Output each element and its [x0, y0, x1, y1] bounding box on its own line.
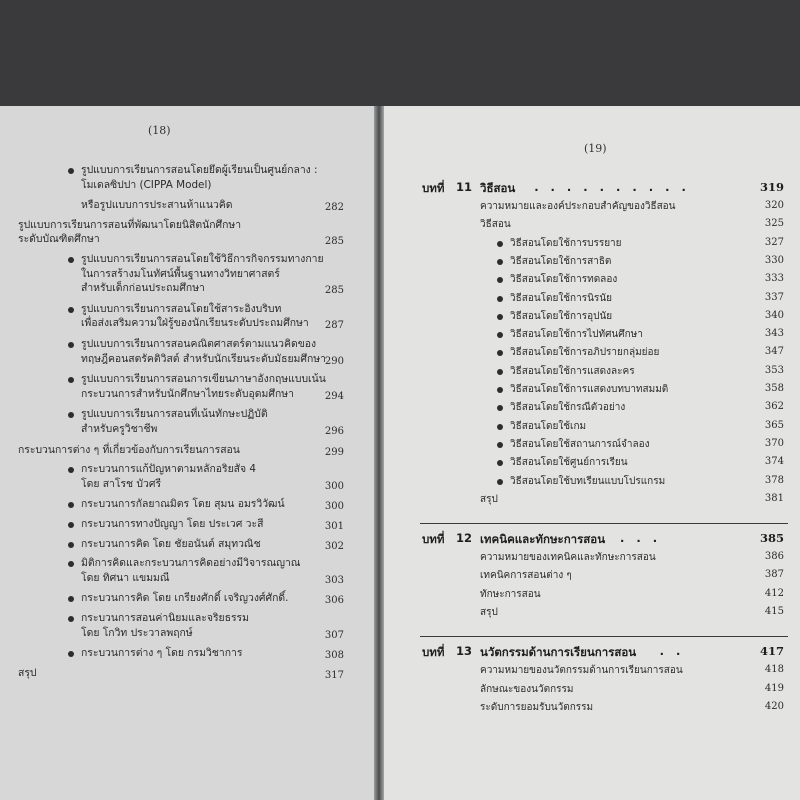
toc-page-number: 299 [324, 446, 344, 458]
toc-page-number: 386 [764, 551, 784, 563]
chapter-title: วิธีสอน [480, 181, 516, 195]
left-page [0, 106, 374, 800]
bullet-icon [68, 561, 74, 567]
toc-page-number: 308 [324, 650, 344, 662]
toc-entry-text: สรุป [480, 607, 498, 618]
toc-entry-text: วิธีสอนโดยใช้การทดลอง [510, 274, 618, 286]
toc-entry-text: วิธีสอนโดยใช้กรณีตัวอย่าง [510, 402, 626, 414]
toc-entry-text: วิธีสอนโดยใช้การอภิปรายกลุ่มย่อย [510, 347, 660, 359]
bullet-icon [68, 377, 74, 383]
toc-entry-text: วิธีสอนโดยใช้เกม [510, 420, 587, 432]
toc-page-number: 419 [764, 682, 784, 694]
toc-entry-text: วิธีสอนโดยใช้บทเรียนแบบโปรแกรม [510, 475, 666, 487]
toc-entry-text: ความหมายและองค์ประกอบสำคัญของวิธีสอน [480, 201, 676, 212]
toc-page-number: 302 [324, 540, 344, 552]
toc-entry-text: โดย สาโรช บัวศรี [81, 477, 162, 490]
chapter-number: 12 [456, 531, 473, 546]
toc-entry-text: กระบวนการคิด โดย ชัยอนันต์ สมุทวณิช [81, 537, 261, 550]
bullet-icon [497, 296, 503, 302]
toc-page-number: 325 [764, 218, 784, 230]
toc-entry-text: ทฤษฎีคอนสตรัคติวิสต์ สำหรับนักเรียนระดับมัธยมศึกษา [81, 352, 326, 365]
book-gutter [374, 106, 384, 800]
toc-entry-text: กระบวนการสอนค่านิยมและจริยธรรม [81, 612, 249, 624]
bullet-icon [68, 596, 74, 602]
toc-entry-text: โมเดลซิปปา (CIPPA Model) [81, 178, 212, 191]
bullet-icon [497, 259, 503, 265]
toc-entry-text: เทคนิคการสอนต่าง ๆ [480, 570, 572, 582]
toc-page-number: 285 [324, 236, 344, 248]
bullet-icon [68, 542, 74, 548]
toc-entry-text: วิธีสอนโดยใช้สถานการณ์จำลอง [510, 438, 650, 450]
toc-entry-text: สำหรับครูวิชาชีพ [81, 423, 158, 435]
toc-entry-text: กระบวนการสำหรับนักศึกษาไทยระดับอุดมศึกษา [81, 387, 294, 400]
bullet-icon [68, 467, 74, 473]
toc-entry-text: รูปแบบการเรียนการสอนคณิตศาสตร์ตามแนวคิดของ [81, 338, 317, 350]
toc-page-number: 307 [324, 629, 344, 641]
toc-entry-text: สรุป [480, 493, 498, 505]
toc-entry-text: วิธีสอนโดยใช้ศูนย์การเรียน [510, 457, 628, 469]
bullet-icon [497, 369, 503, 375]
toc-page-number: 353 [764, 364, 784, 376]
toc-page-number: 287 [324, 320, 344, 332]
toc-entry-text: วิธีสอนโดยใช้การแสดงละคร [510, 365, 635, 377]
toc-page-number: 285 [324, 285, 344, 297]
leader-dots: . . . [620, 531, 662, 546]
bullet-icon [497, 479, 503, 485]
toc-page-number: 337 [764, 291, 784, 303]
toc-entry-text: ความหมายของนวัตกรรมด้านการเรียนการสอน [480, 665, 683, 677]
toc-page-number: 418 [764, 664, 784, 676]
bullet-icon [68, 342, 74, 348]
bullet-icon [497, 424, 503, 430]
bullet-icon [68, 412, 74, 418]
toc-page-number: 370 [764, 437, 784, 449]
toc-entry-text: รูปแบบการเรียนการสอนที่พัฒนาโดยนิสิตนักศึกษา [18, 218, 242, 231]
toc-entry-text: รูปแบบการเรียนการสอนโดยใช้วิธีการกิจกรรมทางกาย [81, 253, 324, 265]
divider [420, 636, 788, 637]
bullet-icon [497, 387, 503, 393]
chapter-label: บทที่ [422, 532, 445, 547]
bullet-icon [68, 307, 74, 313]
chapter-page-number: 319 [759, 180, 784, 194]
toc-page-number: 343 [764, 328, 784, 340]
toc-page-number: 378 [764, 474, 784, 486]
toc-page-number: 330 [764, 254, 784, 266]
toc-page-number: 420 [764, 700, 784, 712]
toc-entry-text: เพื่อส่งเสริมความใฝ่รู้ของนักเรียนระดับประถมศึกษา [81, 317, 309, 330]
toc-entry-text: กระบวนการแก้ปัญหาตามหลักอริยสัจ 4 [81, 463, 257, 476]
toc-page-number: 300 [324, 501, 344, 513]
toc-entry-text: โดย โกวิท ประวาลพฤกษ์ [81, 626, 193, 639]
bullet-icon [68, 502, 74, 508]
leader-dots: . . . . . . . . . . [534, 180, 690, 194]
bullet-icon [497, 442, 503, 448]
toc-page-number: 381 [764, 492, 784, 504]
bullet-icon [497, 277, 503, 283]
bullet-icon [497, 350, 503, 356]
toc-page-number: 301 [324, 521, 344, 532]
chapter-label: บทที่ [422, 181, 445, 195]
toc-page-number: 412 [764, 587, 784, 599]
toc-entry-text: รูปแบบการเรียนการสอนที่เน้นทักษะปฏิบัติ [81, 408, 268, 421]
toc-page-number: 294 [324, 390, 344, 402]
toc-page-number: 327 [764, 236, 784, 248]
toc-page-number: 340 [764, 309, 784, 321]
leader-dots: . . [659, 644, 685, 659]
toc-page-number: 362 [764, 401, 784, 413]
toc-page-number: 282 [324, 202, 344, 214]
toc-entry-text: ความหมายของเทคนิคและทักษะการสอน [480, 552, 656, 564]
toc-page-number: 306 [324, 595, 344, 607]
bullet-icon [497, 241, 503, 247]
toc-page-number: 317 [324, 669, 344, 681]
toc-entry-text: ระดับการยอมรับนวัตกรรม [480, 701, 594, 713]
bullet-icon [497, 460, 503, 466]
toc-page-number: 303 [324, 574, 344, 586]
toc-entry-text: วิธีสอนโดยใช้การอุปนัย [510, 310, 613, 322]
toc-entry-text: กระบวนการกัลยาณมิตร โดย สุมน อมรวิวัฒน์ [81, 498, 285, 511]
divider [420, 523, 788, 524]
toc-entry-text: สำหรับเด็กก่อนประถมศึกษา [81, 282, 205, 295]
toc-entry-text: สรุป [18, 666, 37, 679]
toc-page-number: 365 [764, 419, 784, 431]
toc-entry-text: กระบวนการคิด โดย เกรียงศักดิ์ เจริญวงศ์ศักดิ์. [81, 592, 289, 605]
chapter-number: 11 [456, 180, 473, 194]
toc-page-number: 290 [324, 355, 344, 367]
toc-entry-text: ลักษณะของนวัตกรรม [480, 683, 574, 695]
toc-entry-text: วิธีสอน [480, 219, 511, 231]
bullet-icon [497, 405, 503, 411]
chapter-title: นวัตกรรมด้านการเรียนการสอน [480, 645, 637, 660]
toc-page-number: 300 [324, 480, 344, 492]
toc-page-number: 320 [764, 200, 784, 211]
toc-entry-text: หรือรูปแบบการประสานห้าแนวคิด [81, 199, 233, 212]
page-number: (19) [584, 142, 607, 155]
toc-entry-text: รูปแบบการเรียนการสอนโดยใช้สาระอิงบริบท [81, 302, 282, 315]
toc-entry-text: ในการสร้างมโนทัศน์พื้นฐานทางวิทยาศาสตร์ [81, 267, 280, 280]
bullet-icon [497, 314, 503, 320]
toc-entry-text: รูปแบบการเรียนการสอนโดยยึดผู้เรียนเป็นศูนย์กลาง : [81, 164, 318, 176]
toc-entry-text: วิธีสอนโดยใช้การนิรนัย [510, 292, 613, 304]
toc-page-number: 347 [764, 346, 784, 358]
toc-entry-text: วิธีสอนโดยใช้การแสดงบทบาทสมมติ [510, 384, 669, 395]
page-number: (18) [148, 124, 171, 137]
toc-entry-text: โดย ทิศนา แขมมณี [81, 571, 170, 584]
bullet-icon [68, 616, 74, 622]
toc-entry-text: กระบวนการต่าง ๆ ที่เกี่ยวข้องกับการเรียนการสอน [18, 443, 240, 456]
chapter-label: บทที่ [422, 645, 445, 660]
toc-entry-text: ทักษะการสอน [480, 588, 541, 600]
bullet-icon [68, 257, 74, 263]
bullet-icon [68, 168, 74, 174]
toc-page-number: 333 [764, 273, 784, 285]
toc-entry-text: ระดับบัณฑิตศึกษา [18, 233, 100, 246]
bullet-icon [497, 332, 503, 338]
toc-entry-text: มิติการคิดและกระบวนการคิดอย่างมีวิจารณญาณ [81, 557, 301, 570]
chapter-title: เทคนิคและทักษะการสอน [480, 532, 606, 547]
chapter-page-number: 385 [759, 531, 784, 546]
bullet-icon [68, 522, 74, 528]
toc-entry-text: กระบวนการทางปัญญา โดย ประเวศ วะสี [81, 518, 264, 530]
chapter-page-number: 417 [759, 644, 784, 659]
toc-page-number: 387 [764, 569, 784, 581]
toc-entry-text: วิธีสอนโดยใช้การไปทัศนศึกษา [510, 329, 643, 341]
bullet-icon [68, 651, 74, 657]
toc-page-number: 358 [764, 383, 784, 394]
toc-entry-text: วิธีสอนโดยใช้การบรรยาย [510, 237, 622, 249]
toc-page-number: 374 [764, 456, 784, 468]
toc-page-number: 415 [764, 606, 784, 617]
chapter-number: 13 [456, 644, 473, 659]
right-page [384, 106, 800, 800]
toc-entry-text: รูปแบบการเรียนการสอนการเขียนภาษาอังกฤษแบบเน้น [81, 373, 326, 386]
toc-entry-text: วิธีสอนโดยใช้การสาธิต [510, 255, 612, 267]
toc-entry-text: กระบวนการต่าง ๆ โดย กรมวิชาการ [81, 647, 243, 660]
toc-page-number: 296 [324, 426, 344, 437]
